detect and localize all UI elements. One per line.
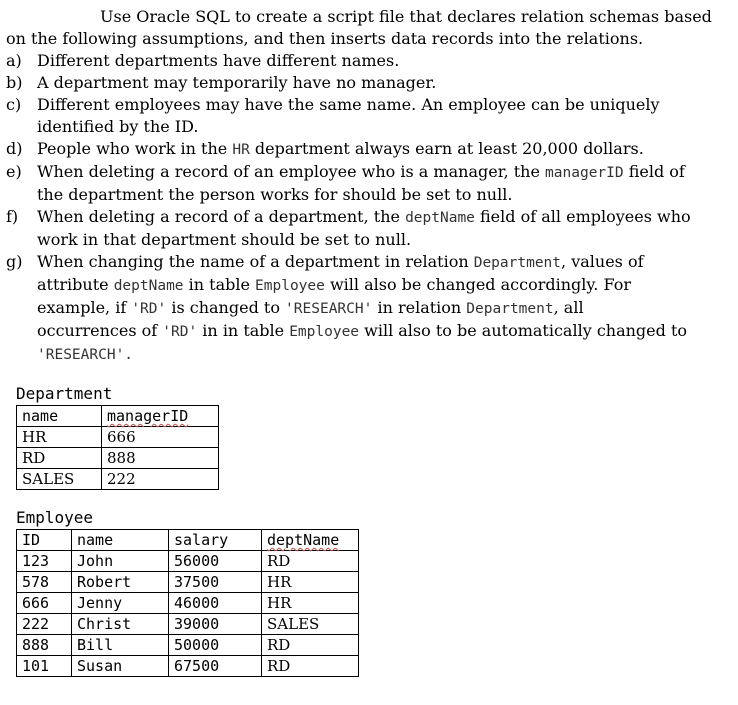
assumption-list [6, 50, 731, 366]
column-header: name [72, 530, 169, 551]
intro-line-2: on the following assumptions, and then inserts data records into the relations. [6, 29, 644, 48]
table-row: 222 Christ 39000 SALES [17, 614, 359, 635]
table-row: 666 Jenny 46000 HR [17, 593, 359, 614]
column-header: ID [17, 530, 72, 551]
assumption-f: f) When deleting a record of a department, the deptName field of all employees who work in that department should be set to null. [6, 207, 691, 249]
column-header: name [17, 406, 102, 427]
assumption-g: g) When changing the name of a department in relation Department, values of attribute deptName in table Employee will also be changed accordingly. For example, if 'RD' is changed to 'RESEARCH' in relation Department, all occurrences of 'RD' in in table Employee will also to be automatically changed to 'RESEARCH'. [6, 252, 688, 363]
column-header: deptName [262, 530, 359, 551]
assumption-a: a) Different departments have different names. [6, 51, 400, 70]
intro-paragraph [6, 6, 726, 50]
table-row: 578 Robert 37500 HR [17, 572, 359, 593]
assumption-b: b) A department may temporarily have no manager. [6, 73, 437, 92]
table-row: HR 666 [17, 427, 219, 448]
table-row: SALES 222 [17, 469, 219, 490]
employee-table-title: Employee [16, 508, 94, 527]
assumption-e: e) When deleting a record of an employee who is a manager, the managerID field of the department the person works for should be set to null. [6, 162, 685, 204]
table-row: 123 John 56000 RD [17, 551, 359, 572]
table-row: 888 Bill 50000 RD [17, 635, 359, 656]
intro-line-1: Use Oracle SQL to create a script file that declares relation schemas based [100, 7, 712, 26]
table-row: RD 888 [17, 448, 219, 469]
assumption-d: d) People who work in the HR department always earn at least 20,000 dollars. [6, 139, 644, 158]
assumption-c: c) Different employees may have the same name. An employee can be uniquely identified by the ID. [6, 95, 660, 136]
column-header: salary [169, 530, 262, 551]
table-row: 101 Susan 67500 RD [17, 656, 359, 677]
department-table [16, 405, 219, 490]
department-table-title: Department [16, 384, 113, 403]
column-header: managerID [102, 406, 219, 427]
table-header-row [17, 406, 219, 427]
employee-table [16, 529, 359, 677]
table-header-row [17, 530, 359, 551]
